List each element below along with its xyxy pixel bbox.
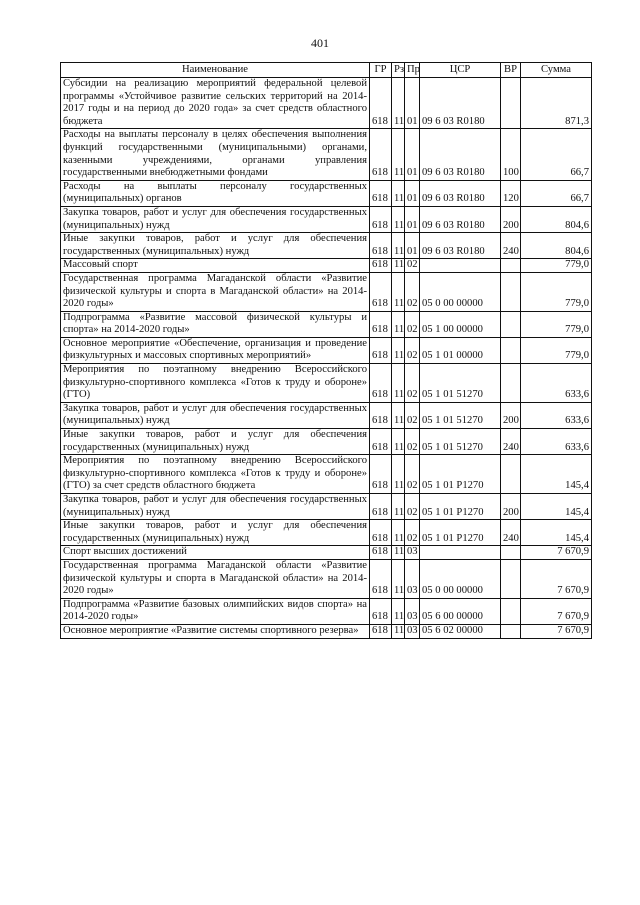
- cell-rz: 11: [392, 129, 405, 180]
- table-header-row: [61, 63, 592, 78]
- cell-rz: 11: [392, 520, 405, 546]
- cell-gr: 618: [370, 598, 392, 624]
- column-header-csr: ЦСР: [420, 63, 501, 78]
- cell-vr: [501, 272, 521, 311]
- cell-rz: 11: [392, 337, 405, 363]
- cell-rz: 11: [392, 559, 405, 598]
- cell-sum: 633,6: [521, 364, 592, 403]
- cell-name: Иные закупки товаров, работ и услуг для обеспечения государственных (муниципальных) нужд: [61, 429, 370, 455]
- table-row: [61, 180, 592, 206]
- cell-vr: [501, 455, 521, 494]
- cell-csr: 05 6 00 00000: [420, 598, 501, 624]
- cell-rz: 11: [392, 206, 405, 232]
- column-header-rz: Рз: [392, 63, 405, 78]
- table-row: [61, 429, 592, 455]
- cell-gr: 618: [370, 233, 392, 259]
- cell-pr: 03: [405, 546, 420, 560]
- cell-gr: 618: [370, 455, 392, 494]
- cell-rz: 11: [392, 624, 405, 638]
- table-row: [61, 598, 592, 624]
- cell-pr: 02: [405, 429, 420, 455]
- cell-sum: 145,4: [521, 455, 592, 494]
- table-row: [61, 272, 592, 311]
- cell-csr: 05 1 01 Р1270: [420, 455, 501, 494]
- cell-gr: 618: [370, 272, 392, 311]
- cell-name: Подпрограмма «Развитие базовых олимпийских видов спорта» на 2014-2020 годы»: [61, 598, 370, 624]
- cell-name: Государственная программа Магаданской области «Развитие физической культуры и спорта в Магаданской области» на 2014-2020 годы»: [61, 272, 370, 311]
- cell-pr: 03: [405, 598, 420, 624]
- table-row: [61, 455, 592, 494]
- cell-rz: 11: [392, 78, 405, 129]
- cell-rz: 11: [392, 180, 405, 206]
- cell-vr: 240: [501, 233, 521, 259]
- cell-csr: 05 1 01 Р1270: [420, 494, 501, 520]
- cell-sum: 7 670,9: [521, 559, 592, 598]
- cell-csr: 05 1 00 00000: [420, 311, 501, 337]
- cell-csr: 09 6 03 R0180: [420, 78, 501, 129]
- cell-pr: 02: [405, 272, 420, 311]
- cell-csr: 05 1 01 51270: [420, 402, 501, 428]
- table-row: [61, 311, 592, 337]
- cell-name: Расходы на выплаты персоналу в целях обеспечения выполнения функций государственными (муниципальными) органами, казенными учреждениями, органами управления государственными внебюджетными фондами: [61, 129, 370, 180]
- table-body: [61, 78, 592, 639]
- cell-gr: 618: [370, 559, 392, 598]
- cell-name: Субсидии на реализацию мероприятий федеральной целевой программы «Устойчивое развитие сельских территорий на 2014-2017 годы и на период до 2020 года» за счет средств областного бюджета: [61, 78, 370, 129]
- cell-vr: [501, 78, 521, 129]
- cell-sum: 779,0: [521, 337, 592, 363]
- cell-name: Массовый спорт: [61, 259, 370, 273]
- cell-gr: 618: [370, 429, 392, 455]
- cell-sum: 7 670,9: [521, 598, 592, 624]
- cell-name: Расходы на выплаты персоналу государственных (муниципальных) органов: [61, 180, 370, 206]
- table-row: [61, 129, 592, 180]
- cell-csr: 05 0 00 00000: [420, 272, 501, 311]
- cell-name: Иные закупки товаров, работ и услуг для обеспечения государственных (муниципальных) нужд: [61, 520, 370, 546]
- cell-vr: [501, 364, 521, 403]
- cell-gr: 618: [370, 494, 392, 520]
- cell-name: Закупка товаров, работ и услуг для обеспечения государственных (муниципальных) нужд: [61, 494, 370, 520]
- cell-gr: 618: [370, 180, 392, 206]
- cell-pr: 02: [405, 337, 420, 363]
- cell-pr: 03: [405, 624, 420, 638]
- cell-name: Мероприятия по поэтапному внедрению Всероссийского физкультурно-спортивного комплекса «Готов к труду и обороне» (ГТО): [61, 364, 370, 403]
- column-header-vr: ВР: [501, 63, 521, 78]
- cell-csr: 05 1 01 Р1270: [420, 520, 501, 546]
- cell-vr: 100: [501, 129, 521, 180]
- cell-vr: [501, 559, 521, 598]
- table-row: [61, 402, 592, 428]
- table-row: [61, 520, 592, 546]
- cell-pr: 02: [405, 402, 420, 428]
- table-row: [61, 624, 592, 638]
- cell-pr: 02: [405, 311, 420, 337]
- cell-sum: 66,7: [521, 180, 592, 206]
- cell-csr: 05 1 01 51270: [420, 364, 501, 403]
- cell-gr: 618: [370, 337, 392, 363]
- cell-sum: 804,6: [521, 233, 592, 259]
- cell-name: Государственная программа Магаданской области «Развитие физической культуры и спорта в Магаданской области» на 2014-2020 годы»: [61, 559, 370, 598]
- cell-name: Спорт высших достижений: [61, 546, 370, 560]
- table-row: [61, 337, 592, 363]
- cell-pr: 01: [405, 233, 420, 259]
- cell-vr: 200: [501, 206, 521, 232]
- cell-gr: 618: [370, 259, 392, 273]
- table-row: [61, 546, 592, 560]
- cell-vr: 120: [501, 180, 521, 206]
- table-row: [61, 78, 592, 129]
- cell-pr: 01: [405, 180, 420, 206]
- cell-sum: 7 670,9: [521, 546, 592, 560]
- cell-csr: 05 1 01 51270: [420, 429, 501, 455]
- cell-pr: 03: [405, 559, 420, 598]
- cell-csr: 09 6 03 R0180: [420, 206, 501, 232]
- cell-vr: [501, 311, 521, 337]
- cell-gr: 618: [370, 402, 392, 428]
- cell-vr: 200: [501, 402, 521, 428]
- cell-gr: 618: [370, 129, 392, 180]
- table-row: [61, 559, 592, 598]
- cell-pr: 01: [405, 129, 420, 180]
- cell-vr: 200: [501, 494, 521, 520]
- cell-pr: 02: [405, 455, 420, 494]
- cell-name: Мероприятия по поэтапному внедрению Всероссийского физкультурно-спортивного комплекса «Готов к труду и обороне» (ГТО) за счет средств областного бюджета: [61, 455, 370, 494]
- cell-csr: 05 1 01 00000: [420, 337, 501, 363]
- cell-gr: 618: [370, 624, 392, 638]
- cell-vr: [501, 546, 521, 560]
- cell-csr: [420, 546, 501, 560]
- cell-sum: 145,4: [521, 494, 592, 520]
- cell-name: Иные закупки товаров, работ и услуг для обеспечения государственных (муниципальных) нужд: [61, 233, 370, 259]
- column-header-pr: Пр: [405, 63, 420, 78]
- cell-name: Подпрограмма «Развитие массовой физической культуры и спорта» на 2014-2020 годы»: [61, 311, 370, 337]
- cell-gr: 618: [370, 520, 392, 546]
- cell-rz: 11: [392, 272, 405, 311]
- cell-rz: 11: [392, 429, 405, 455]
- table-row: [61, 233, 592, 259]
- cell-sum: 779,0: [521, 272, 592, 311]
- cell-rz: 11: [392, 598, 405, 624]
- cell-sum: 779,0: [521, 311, 592, 337]
- page-number: 401: [311, 36, 329, 50]
- cell-vr: [501, 598, 521, 624]
- cell-pr: 02: [405, 364, 420, 403]
- table-row: [61, 206, 592, 232]
- cell-sum: 871,3: [521, 78, 592, 129]
- cell-csr: 05 6 02 00000: [420, 624, 501, 638]
- cell-sum: 633,6: [521, 429, 592, 455]
- cell-vr: 240: [501, 520, 521, 546]
- cell-gr: 618: [370, 546, 392, 560]
- cell-rz: 11: [392, 402, 405, 428]
- cell-sum: 804,6: [521, 206, 592, 232]
- table-row: [61, 259, 592, 273]
- cell-csr: [420, 259, 501, 273]
- cell-rz: 11: [392, 364, 405, 403]
- cell-vr: [501, 259, 521, 273]
- cell-pr: 01: [405, 78, 420, 129]
- cell-pr: 01: [405, 206, 420, 232]
- cell-csr: 09 6 03 R0180: [420, 233, 501, 259]
- cell-name: Основное мероприятие «Развитие системы спортивного резерва»: [61, 624, 370, 638]
- cell-rz: 11: [392, 455, 405, 494]
- cell-pr: 02: [405, 520, 420, 546]
- cell-gr: 618: [370, 311, 392, 337]
- cell-name: Основное мероприятие «Обеспечение, организация и проведение физкультурных и массовых спортивных мероприятий»: [61, 337, 370, 363]
- cell-rz: 11: [392, 311, 405, 337]
- cell-sum: 779,0: [521, 259, 592, 273]
- budget-table: [60, 62, 592, 639]
- cell-csr: 09 6 03 R0180: [420, 129, 501, 180]
- column-header-gr: ГР: [370, 63, 392, 78]
- cell-vr: [501, 337, 521, 363]
- cell-pr: 02: [405, 494, 420, 520]
- cell-name: Закупка товаров, работ и услуг для обеспечения государственных (муниципальных) нужд: [61, 402, 370, 428]
- cell-gr: 618: [370, 364, 392, 403]
- cell-rz: 11: [392, 233, 405, 259]
- cell-rz: 11: [392, 546, 405, 560]
- table-row: [61, 364, 592, 403]
- cell-gr: 618: [370, 206, 392, 232]
- column-header-name: Наименование: [61, 63, 370, 78]
- table-row: [61, 494, 592, 520]
- cell-rz: 11: [392, 259, 405, 273]
- cell-csr: 09 6 03 R0180: [420, 180, 501, 206]
- cell-vr: 240: [501, 429, 521, 455]
- cell-vr: [501, 624, 521, 638]
- cell-sum: 633,6: [521, 402, 592, 428]
- column-header-sum: Сумма: [521, 63, 592, 78]
- cell-pr: 02: [405, 259, 420, 273]
- cell-csr: 05 0 00 00000: [420, 559, 501, 598]
- cell-name: Закупка товаров, работ и услуг для обеспечения государственных (муниципальных) нужд: [61, 206, 370, 232]
- cell-sum: 145,4: [521, 520, 592, 546]
- cell-gr: 618: [370, 78, 392, 129]
- cell-sum: 66,7: [521, 129, 592, 180]
- cell-sum: 7 670,9: [521, 624, 592, 638]
- cell-rz: 11: [392, 494, 405, 520]
